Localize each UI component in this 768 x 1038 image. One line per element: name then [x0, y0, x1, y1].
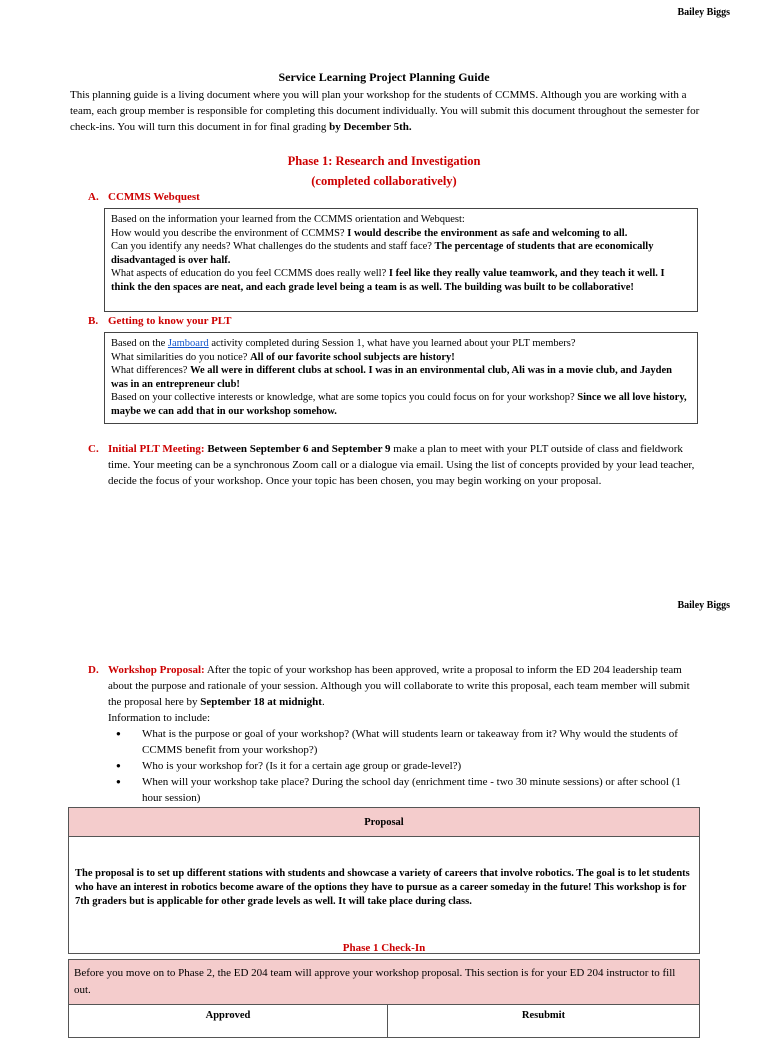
intro-paragraph: [70, 87, 710, 135]
proposal-body[interactable]: The proposal is to set up different stations with students and showcase a variety of careers that involve robotics. The goal is to let students who have an interest in robotics become aware of the options they have to pursue as a career someday in the future! This workshop is for 7th graders but is applicable for other grade levels as well. It will take place during class.: [69, 837, 700, 954]
section-b-title: Getting to know your PLT: [108, 315, 232, 327]
section-b-q1: Based on the Jamboard activity completed during Session 1, what have you learned about your PLT members?: [111, 338, 576, 349]
checkin-instructions: Before you move on to Phase 2, the ED 204 team will approve your workshop proposal. This section is for your ED 204 instructor to fill out.: [69, 960, 700, 1005]
intro-deadline: by December 5th.: [329, 121, 412, 133]
section-c-title: Initial PLT Meeting:: [108, 443, 205, 455]
section-b-heading: [88, 315, 231, 327]
bullet-item: ● Who is your workshop for? (Is it for a certain age group or grade-level?): [108, 758, 700, 774]
section-d-deadline: September 18 at midnight: [200, 696, 322, 708]
section-c-dates: Between September 6 and September 9: [204, 443, 391, 455]
proposal-header: Proposal: [69, 808, 700, 837]
section-c-text: make a plan to meet with your PLT outside of class and fieldwork time. Your meeting can be a synchronous Zoom call or a dialogue via email. Using the list of concepts provided by your lead teacher, decide the focus of your workshop. Once your topic has been chosen, you may begin working on your proposal.: [108, 443, 695, 487]
section-a-letter: A.: [88, 191, 99, 203]
section-b-q3: What differences? We all were in different clubs at school. I was in an environmental club, Ali was in a movie club, and Jayden was in an entrepreneur club!: [111, 365, 672, 390]
section-b-letter: B.: [88, 315, 99, 327]
intro-text: This planning guide is a living document where you will plan your workshop for the students of CCMMS. Although you are working with a team, each group member is responsible for completing this document individually. You will submit this document throughout the semester for check-ins. You will turn this document in for final grading: [70, 89, 700, 133]
phase1-subtitle: (completed collaboratively): [311, 174, 457, 188]
section-b-q2: What similarities do you notice? All of our favorite school subjects are history!: [111, 351, 455, 363]
section-d-text: After the topic of your workshop has been approved, write a proposal to inform the ED 204 leadership team about the purpose and rationale of your session. Although you will collaborate to write this proposal, each team member will submit the proposal here by: [108, 664, 690, 708]
bullet-item: ● What is the purpose or goal of your workshop? (What will students learn or takeaway from it? Why would the students of CCMMS benefit from your workshop?): [108, 726, 700, 758]
section-a-intro: Based on the information your learned from the CCMMS orientation and Webquest:: [111, 214, 465, 225]
section-a-q2: Can you identify any needs? What challenges do the students and staff face? The percentage of students that are economically disadvantaged is over half.: [111, 241, 654, 266]
section-a-q3: What aspects of education do you feel CCMMS does really well? I feel like they really value teamwork, and they teach it well. I think the den spaces are neat, and each grade level being a team is as well. The building was built to be collaborative!: [111, 268, 665, 293]
section-d-info-label: Information to include:: [108, 712, 211, 724]
section-b-box: [104, 332, 698, 424]
author-name-page2: Bailey Biggs: [677, 600, 730, 611]
checkin-table: [68, 959, 700, 1038]
section-d-bullets: [108, 726, 700, 806]
proposal-table: [68, 807, 700, 954]
section-c-letter: C.: [88, 443, 99, 455]
checkin-title: Phase 1 Check-In: [342, 942, 426, 954]
document-title: Service Learning Project Planning Guide: [278, 70, 490, 84]
section-a-title: CCMMS Webquest: [108, 191, 200, 203]
section-d-letter: D.: [88, 664, 99, 676]
section-c: [88, 441, 698, 489]
section-d: D. Workshop Proposal: After the topic of your workshop has been approved, write a proposal to inform the ED 204 leadership team about the purpose and rationale of your session. Although you will collaborate to write this proposal, each team member will submit the proposal here by September 18 at midnight. Information to include: ● What is the purpose or goal of your workshop? (What will students learn or takeaway from it? Why would the students of CCMMS benefit from your workshop?) ● Who is your workshop for? (Is it for a certain age group or grade-level?) ● When will your workshop take place? During the school day (enrichment time - two 30 minute sessions) or after school (1 hour session): [88, 662, 700, 806]
checkin-resubmit-column[interactable]: Resubmit: [388, 1005, 700, 1038]
phase1-title: Phase 1: Research and Investigation: [287, 154, 481, 168]
section-a-box: [104, 208, 698, 312]
section-a-q1: How would you describe the environment of CCMMS? I would describe the environment as safe and welcoming to all.: [111, 227, 628, 239]
checkin-approved-column[interactable]: Approved: [69, 1005, 388, 1038]
section-d-title: Workshop Proposal:: [108, 664, 205, 676]
bullet-item: ● When will your workshop take place? During the school day (enrichment time - two 30 minute sessions) or after school (1 hour session): [108, 774, 700, 806]
section-a-heading: [88, 191, 200, 203]
author-name-header: Bailey Biggs: [677, 7, 730, 18]
section-b-q4: Based on your collective interests or knowledge, what are some topics you could focus on for your workshop? Since we all love history, maybe we can add that in our workshop somehow.: [111, 392, 687, 417]
jamboard-link[interactable]: Jamboard: [167, 338, 209, 349]
